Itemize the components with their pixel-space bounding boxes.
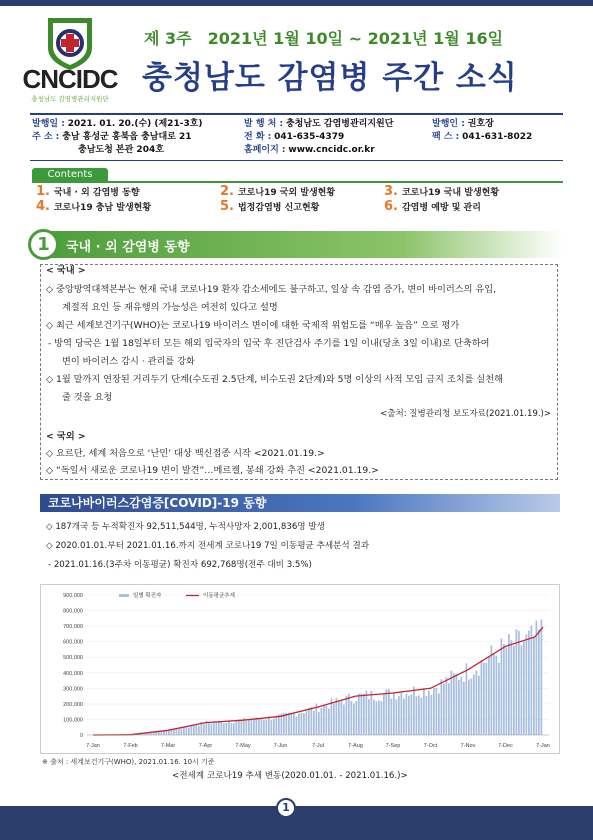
daily-case-bar [216,723,218,735]
daily-case-bar [333,703,335,735]
y-tick-label: 700,000 [63,624,83,631]
daily-case-bar [221,721,223,735]
y-tick-label: 400,000 [63,670,83,677]
daily-case-bar [288,713,290,735]
daily-case-bar [341,701,343,735]
daily-case-bar [541,620,543,735]
daily-case-bar [436,688,438,735]
daily-case-bar [271,720,273,735]
daily-case-bar [248,720,250,735]
daily-case-bar [461,677,463,735]
y-tick-label: 600,000 [63,639,83,646]
daily-case-bar [348,694,350,735]
x-tick-label: 7-Aug [348,743,363,749]
daily-case-bar [411,694,413,735]
daily-case-bar [173,730,175,735]
info-col-3 [432,118,532,144]
daily-case-bar [376,701,378,735]
toc-item-1[interactable]: 1. 국내 · 외 감염병 동향 [36,184,140,199]
y-tick-label: 300,000 [63,686,83,693]
daily-case-bar [273,719,275,735]
daily-case-bar [171,730,173,735]
section-2-header: 코로나바이러스감염증[COVID]-19 동향 [40,494,560,512]
divider [30,160,563,161]
daily-case-bar [351,701,353,735]
daily-case-bar [478,676,480,735]
daily-case-bar [513,646,515,735]
x-tick-label: 7-Apr [198,743,213,749]
daily-case-bar [251,720,253,735]
issue-line [144,26,503,49]
daily-case-bar [178,728,180,735]
daily-case-bar [488,657,490,735]
info-col-2 [244,118,393,158]
daily-case-bar [538,629,540,735]
x-tick-label: 7-Sep [385,743,401,749]
daily-case-bar [181,728,183,735]
tel-label: 전 화 : [244,132,272,143]
daily-case-bar [426,696,428,735]
daily-case-bar [308,708,310,735]
daily-case-bar [338,701,340,735]
daily-case-bar [431,695,433,735]
legend-swatch-bars [119,594,129,597]
y-tick-label: 800,000 [63,608,83,615]
daily-case-bar [446,677,448,735]
x-tick-label: 7-Oct [423,743,438,749]
covid-line: ◇ 2020.01.01.부터 2021.01.16.까지 전세계 코로나19 7일 이동평균 추세분석 결과 [46,541,370,551]
daily-case-bar [406,694,408,735]
domestic-line: 줄 것을 요청 [62,392,113,403]
daily-case-bar [501,639,503,735]
domestic-line: 변이 바이러스 감시 · 관리를 강화 [62,356,195,367]
daily-case-bar [483,663,485,735]
publisher: 충청남도 감염병관리지원단 [285,119,394,129]
source-note: <출처: 질병관리청 보도자료(2021.01.19.)> [380,409,551,419]
domestic-line: ◇ 1월 말까지 연장된 거리두기 단계(수도권 2.5단계, 비수도권 2단계)와 5명 이상의 사적 모임 금지 조치를 실천해 [46,374,503,385]
daily-case-bar [298,714,300,735]
daily-case-bar [396,700,398,735]
daily-case-bar [393,694,395,735]
x-tick-label: 7-Jun [273,743,288,749]
daily-case-bar [161,732,163,735]
divider [30,113,563,115]
daily-case-bar [191,725,193,735]
daily-case-bar [416,696,418,735]
daily-case-bar [311,707,313,735]
daily-case-bar [458,680,460,735]
daily-case-bar [481,660,483,735]
daily-case-bar [498,663,500,735]
daily-case-bar [186,727,188,735]
daily-case-bar [283,713,285,735]
daily-case-bar [263,720,265,735]
daily-case-bar [208,723,210,735]
issue-date-label: 발행일 : [32,119,65,129]
section-number: 1 [28,229,59,260]
daily-case-bar [321,708,323,735]
domestic-heading: < 국내 > [46,265,86,276]
daily-case-bar [428,691,430,735]
toc-item-4[interactable]: 4. 코로나19 충남 발생현황 [36,199,152,214]
daily-case-bar [398,696,400,735]
daily-case-bar [318,712,320,735]
daily-case-bar [218,721,220,735]
daily-case-bar [293,713,295,735]
daily-case-bar [316,704,318,735]
daily-case-bar [166,731,168,735]
daily-case-bar [433,688,435,735]
daily-case-bar [531,626,533,735]
section-1-header [30,231,563,258]
daily-case-bar [381,701,383,735]
daily-case-bar [448,683,450,735]
daily-case-bar [366,691,368,735]
daily-case-bar [533,637,535,735]
daily-case-bar [253,720,255,735]
daily-case-bar [246,721,248,735]
address-line-2: 충남도청 본관 204호 [78,145,164,156]
contents-divider [32,181,563,183]
daily-case-bar [266,720,268,735]
y-tick-label: 0 [79,733,83,739]
issuer: 권호장 [467,119,494,129]
daily-case-bar [226,723,228,735]
daily-case-bar [286,713,288,735]
daily-case-bar [231,723,233,735]
toc-item-5[interactable]: 5. 법정감염병 신고현황 [220,199,320,214]
daily-case-bar [521,645,523,735]
daily-case-bar [306,711,308,735]
domestic-line: - 방역 당국은 1월 18일부터 모든 해외 입국자의 입국 후 진단검사 주기를 1일 이내(당초 3일 이내)로 단축하여 [48,338,490,349]
y-tick-label: 500,000 [63,655,83,662]
daily-case-bar [236,721,238,735]
daily-case-bar [511,640,513,735]
daily-case-bar [303,713,305,735]
issue-dates: 2021년 1월 10일 ~ 2021년 1월 16일 [207,29,504,48]
daily-case-bar [198,726,200,735]
daily-case-bar [193,726,195,735]
toc-item-3[interactable]: 3. 코로나19 국내 발생현황 [384,184,500,199]
daily-case-bar [268,716,270,735]
daily-case-bar [328,709,330,735]
daily-case-bar [228,722,230,735]
daily-case-bar [508,634,510,735]
daily-case-bar [258,719,260,735]
daily-case-bar [356,701,358,735]
daily-case-bar [443,684,445,735]
daily-case-bar [223,723,225,735]
daily-case-bar [441,679,443,735]
daily-case-bar [503,644,505,735]
daily-case-bar [383,694,385,735]
daily-case-bar [346,696,348,735]
x-tick-label: 7-Dec [498,743,513,749]
overseas-line: ◇ “독일서 새로운 코로나19 변이 발견”…메르켈, 봉쇄 강화 추진 <2021.01.19.> [46,465,379,476]
daily-case-bar [401,693,403,735]
daily-case-bar [493,654,495,735]
daily-case-bar [463,682,465,735]
daily-case-bar [491,646,493,735]
daily-case-bar [451,671,453,735]
daily-case-bar [476,670,478,735]
toc-item-6[interactable]: 6. 감염병 예방 및 관리 [384,199,481,214]
daily-case-bar [471,679,473,735]
x-tick-label: 7-Jan [86,743,100,749]
daily-case-bar [526,634,528,735]
daily-case-bar [276,715,278,735]
daily-case-bar [163,731,165,735]
daily-case-bar [468,680,470,735]
daily-case-bar [153,732,155,735]
daily-case-bar [523,642,525,735]
address-line-1: 충남 홍성군 홍북읍 충남대로 21 [62,132,192,143]
legend-label: 이동평균추세 [203,593,235,599]
daily-case-bar [418,695,420,735]
homepage-label: 홈페이지 : [244,145,286,156]
daily-case-bar [403,699,405,735]
top-bar [0,0,593,6]
daily-case-bar [296,716,298,735]
chart-caption: <전세계 코로나19 추세 변동(2020.01.01. - 2021.01.16.)> [172,771,408,781]
toc-item-2[interactable]: 2. 코로나19 국외 발생현황 [220,184,336,199]
daily-case-bar [516,629,518,735]
daily-case-bar [368,699,370,735]
daily-case-bar [496,656,498,735]
daily-case-bar [323,705,325,735]
daily-case-bar [421,698,423,735]
daily-case-bar [363,694,365,735]
daily-case-bar [241,720,243,735]
domestic-line: ◇ 중앙방역대책본부는 현재 국내 코로나19 환자 감소세에도 불구하고, 일상 속 감염 증가, 변이 바이러스의 유입, [46,284,497,295]
contents-tab: Contents [32,168,108,182]
covid-trend-chart [40,584,560,754]
daily-case-bar [343,705,345,735]
footer-bar [0,806,593,840]
daily-case-bar [518,631,520,735]
daily-case-bar [261,719,263,735]
daily-case-bar [453,673,455,735]
daily-case-bar [386,689,388,735]
daily-case-bar [536,621,538,735]
domestic-line: 계절적 요인 등 재유행의 가능성은 여전히 있다고 설명 [62,302,278,313]
tel: 041-635-4379 [274,132,345,143]
page-number: 1 [276,798,296,818]
daily-case-bar [188,727,190,735]
address-label: 주 소 : [32,132,60,143]
daily-case-bar [301,713,303,735]
daily-case-bar [183,727,185,735]
chart-source: ※ 출처 : 세계보건기구(WHO), 2021.01.16. 10시 기준 [42,758,215,766]
daily-case-bar [388,689,390,735]
x-tick-label: 7-May [235,743,251,749]
homepage-link[interactable]: www.cncidc.or.kr [288,145,375,156]
daily-case-bar [213,722,215,735]
overseas-heading: < 국외 > [46,431,86,442]
legend-label: 일별 확진자 [133,593,162,599]
daily-case-bar [196,725,198,735]
daily-case-bar [233,723,235,735]
publisher-label: 발 행 처 : [244,119,284,129]
domestic-line: ◇ 최근 세계보건기구(WHO)는 코로나19 바이러스 변이에 대한 국제적 위험도를 “매우 높음” 으로 평가 [46,320,460,331]
x-tick-label: 7-Jul [312,743,324,749]
daily-case-bar [256,717,258,735]
x-tick-label: 7-Mar [160,743,176,749]
daily-case-bar [203,724,205,735]
info-col-1 [32,118,203,158]
fax: 041-631-8022 [462,132,533,143]
daily-case-bar [486,663,488,735]
page-title: 충청남도 감염병 주간 소식 [142,60,518,96]
x-tick-label: 7-Jan [536,743,550,749]
daily-case-bar [373,700,375,735]
daily-case-bar [466,663,468,735]
daily-case-bar [391,699,393,735]
daily-case-bar [528,631,530,735]
daily-case-bar [438,694,440,735]
daily-case-bar [278,715,280,735]
issue-date: 2021. 01. 20.(수) (제21-3호) [67,119,203,129]
daily-case-bar [423,688,425,735]
daily-case-bar [336,698,338,735]
section-title: 국내 · 외 감염병 동향 [66,240,190,255]
y-tick-label: 200,000 [63,701,83,708]
daily-case-bar [408,696,410,735]
issue-number: 제 3주 [144,29,192,48]
daily-case-bar [326,706,328,735]
daily-case-bar [456,674,458,735]
daily-case-bar [371,691,373,735]
daily-case-bar [378,700,380,735]
daily-case-bar [238,720,240,735]
daily-case-bar [353,703,355,735]
daily-case-bar [211,724,213,735]
covid-line: ◇ 187개국 등 누적확진자 92,511,544명, 누적사망자 2,001,836명 발생 [46,522,325,532]
x-tick-label: 7-Feb [123,743,138,749]
fax-label: 팩 스 : [432,132,460,143]
logo-subtitle: 충청남도 감염병관리지원단 [31,95,109,103]
daily-case-bar [358,694,360,735]
overseas-line: ◇ 요르단, 세계 처음으로 ‘난민’ 대상 백신접종 시작 <2021.01.19.> [46,448,325,459]
daily-case-bar [506,647,508,735]
daily-case-bar [473,675,475,735]
y-tick-label: 100,000 [63,717,83,724]
x-tick-label: 7-Nov [460,743,476,749]
logo-wordmark: CNCIDC [22,64,118,94]
chart-svg [41,585,559,753]
covid-line: - 2021.01.16.(3주차 이동평균) 확진자 692,768명(전주 대비 3.5%) [48,560,312,570]
daily-case-bar [361,693,363,735]
y-tick-label: 900,000 [63,593,83,599]
daily-case-bar [413,687,415,735]
daily-case-bar [313,711,315,735]
daily-case-bar [291,713,293,735]
issuer-label: 발행인 : [432,119,465,129]
